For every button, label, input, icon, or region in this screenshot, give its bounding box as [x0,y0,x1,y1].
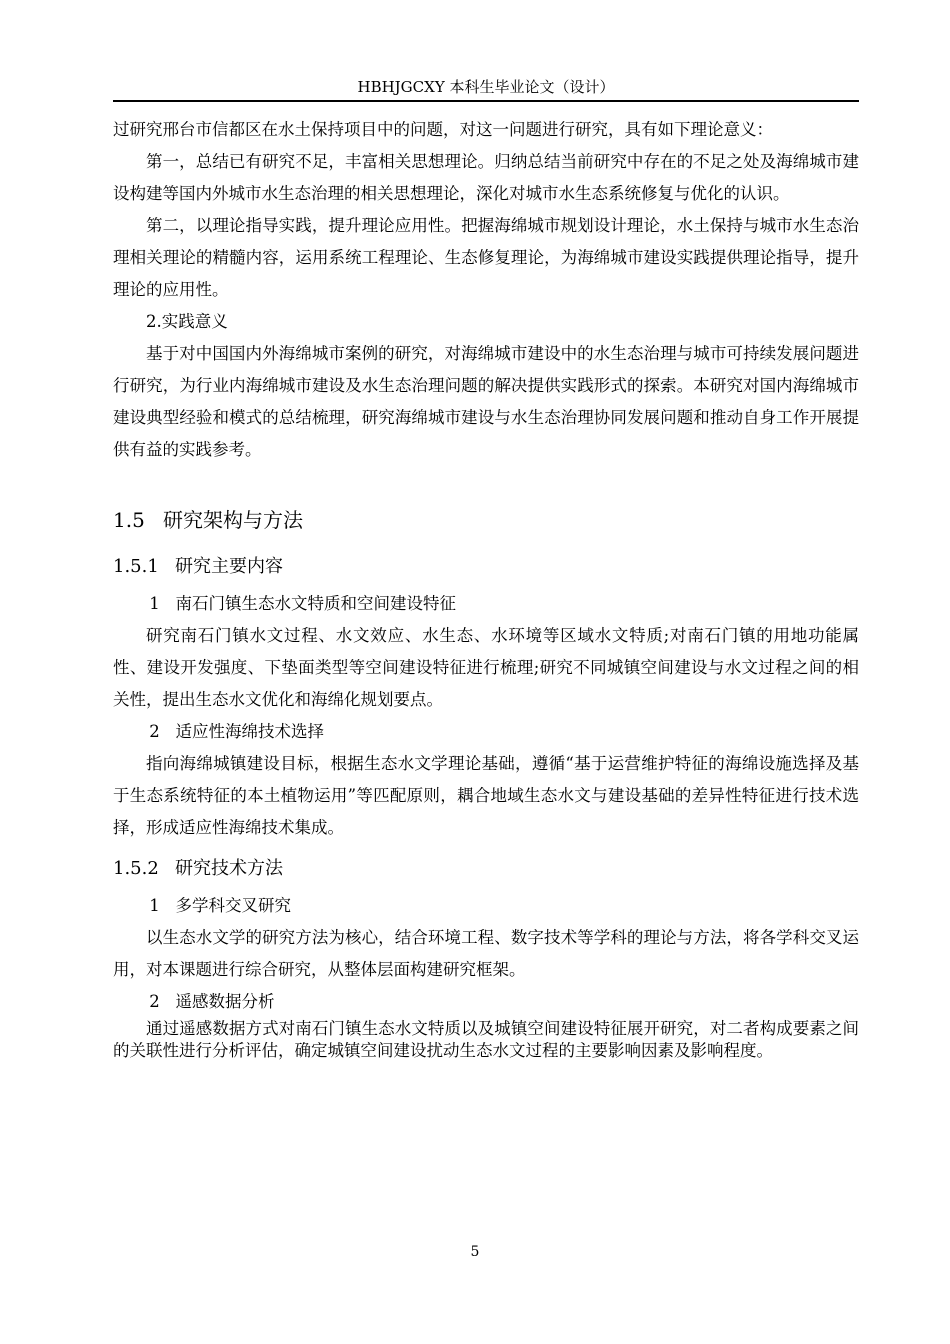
item-number: 1 [149,896,160,915]
section-heading-1-5-2 [113,848,859,890]
subsection-number: 1.5.1 [113,556,159,577]
section-heading-1-5 [113,498,859,542]
section-title: 研究架构与方法 [163,508,303,532]
item-number: 2 [149,722,160,741]
list-item-heading [113,986,859,1018]
page-number: 5 [470,1244,480,1260]
item-title: 多学科交叉研究 [175,896,292,915]
subsection-number: 1.5.2 [113,858,159,879]
paragraph-theory-second: 第二，以理论指导实践，提升理论应用性。把握海绵城市规划设计理论，水土保持与城市水生态治理相关理论的精髓内容，运用系统工程理论、生态修复理论，为海绵城市建设实践提供理论指导，提升理论的应用性。 [113,216,859,299]
paragraph-content-2: 指向海绵城镇建设目标，根据生态水文学理论基础，遵循“基于运营维护特征的海绵设施选择及基于生态系统特征的本土植物运用”等匹配原则，耦合地域生态水文与建设基础的差异性特征进行技术选择，形成适应性海绵技术集成。 [113,754,859,837]
paragraph-practical: 基于对中国国内外海绵城市案例的研究，对海绵城市建设中的水生态治理与城市可持续发展问题进行研究，为行业内海绵城市建设及水生态治理问题的解决提供实践形式的探索。本研究对国内海绵城市建设典型经验和模式的总结梳理，研究海绵城市建设与水生态治理协同发展问题和推动自身工作开展提供有益的实践参考。 [113,344,859,459]
page-header: HBHJGCXY 本科生毕业论文（设计） [357,78,615,96]
item-title: 南石门镇生态水文特质和空间建设特征 [175,594,457,613]
header-rule [113,100,859,102]
paragraph-method-1: 以生态水文学的研究方法为核心，结合环境工程、数字技术等学科的理论与方法，将各学科交叉运用，对本课题进行综合研究，从整体层面构建研究框架。 [113,928,859,979]
paragraph-method-2: 通过遥感数据方式对南石门镇生态水文特质以及城镇空间建设特征展开研究，对二者构成要素之间的关联性进行分析评估，确定城镇空间建设扰动生态水文过程的主要影响因素及影响程度。 [113,1019,859,1060]
item-title: 遥感数据分析 [175,992,275,1011]
subsection-title: 研究技术方法 [175,858,283,879]
item-number: 1 [149,594,160,613]
section-number: 1.5 [113,508,145,532]
list-item-heading [113,588,859,620]
item-number: 2 [149,992,160,1011]
subheading-practical-significance: 2.实践意义 [146,312,228,331]
paragraph-theory-intro: 过研究邢台市信都区在水土保持项目中的问题，对这一问题进行研究，具有如下理论意义： [113,120,773,139]
subsection-title: 研究主要内容 [175,556,283,577]
list-item-heading [113,890,859,922]
section-gap [113,466,859,498]
paragraph-content-1: 研究南石门镇水文过程、水文效应、水生态、水环境等区域水文特质;对南石门镇的用地功能属性、建设开发强度、下垫面类型等空间建设特征进行梳理;研究不同城镇空间建设与水文过程之间的相关性，提出生态水文优化和海绵化规划要点。 [113,626,859,709]
list-item-heading [113,716,859,748]
section-heading-1-5-1 [113,546,859,588]
document-body [113,114,859,1062]
paragraph-theory-first: 第一，总结已有研究不足，丰富相关思想理论。归纳总结当前研究中存在的不足之处及海绵城市建设构建等国内外城市水生态治理的相关思想理论，深化对城市水生态系统修复与优化的认识。 [113,152,859,203]
item-title: 适应性海绵技术选择 [175,722,325,741]
